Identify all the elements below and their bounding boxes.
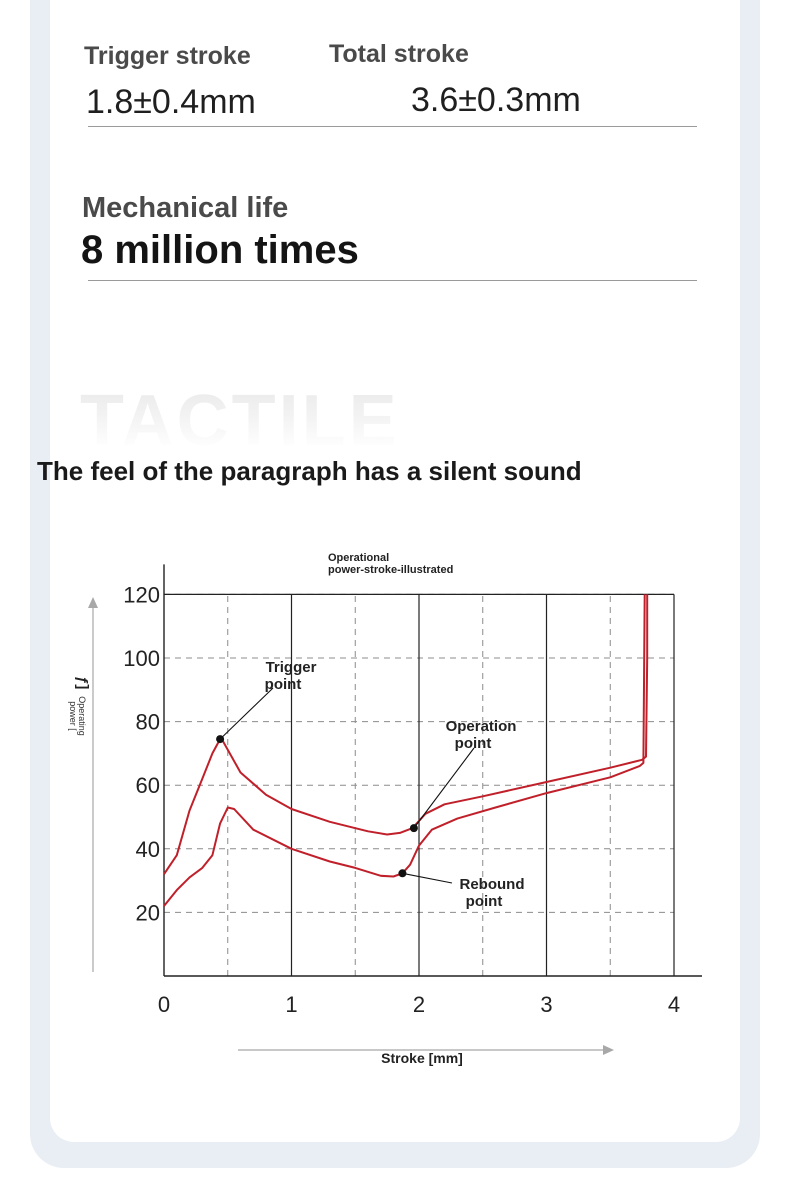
tagline: The feel of the paragraph has a silent sound — [37, 456, 582, 486]
y-label-line1: Operating — [77, 696, 87, 736]
y-tick-label: 120 — [123, 582, 160, 608]
chart-title-line1: Operational — [328, 552, 390, 564]
x-tick-label: 2 — [412, 992, 426, 1017]
annotation-label-line1: Rebound — [459, 876, 525, 893]
annotation-leader-line — [402, 873, 452, 883]
total-stroke-label: Total stroke — [329, 40, 469, 68]
chart-title-line2: power-stroke-illustrated — [328, 564, 454, 576]
annotation-label-line2: point — [264, 676, 302, 693]
annotation-label-line2: point — [465, 893, 503, 910]
grid-layer — [164, 594, 674, 976]
series-layer — [164, 594, 647, 906]
y-tick-label: 20 — [135, 900, 160, 926]
x-tick-label: 4 — [667, 992, 681, 1017]
x-tick-label: 3 — [540, 992, 553, 1017]
press-curve-line — [164, 594, 647, 874]
mechanical-life-label: Mechanical life — [82, 192, 289, 224]
trigger-stroke-label: Trigger stroke — [84, 42, 251, 70]
x-arrow-head-icon — [603, 1045, 614, 1055]
y-tick-label: 100 — [123, 646, 160, 671]
trigger-stroke-value: 1.8±0.4mm — [86, 83, 256, 121]
ticks-layer — [123, 582, 680, 1017]
annotation-point-marker — [410, 824, 418, 832]
y-axis-label — [68, 696, 87, 736]
annotation-label-line2: point — [454, 735, 492, 752]
axes-layer — [164, 564, 702, 976]
release-curve-line — [164, 594, 645, 906]
watermark-text: TACTILE — [80, 381, 400, 461]
y-label-line2: power [ — [68, 701, 78, 731]
annotation-label-line1: Trigger — [265, 659, 317, 676]
annotation-label-line1: Operation — [445, 718, 517, 735]
total-stroke-value: 3.6±0.3mm — [411, 81, 581, 119]
y-tick-label: 40 — [135, 836, 160, 862]
y-label-unit: ƒ] — [74, 676, 91, 690]
x-tick-label: 0 — [157, 992, 171, 1017]
y-arrow-head-icon — [88, 597, 98, 608]
y-tick-label: 80 — [135, 709, 160, 735]
annotation-point-marker — [398, 869, 406, 877]
x-axis-label: Stroke [mm] — [381, 1050, 463, 1066]
y-tick-label: 60 — [135, 773, 160, 799]
x-tick-label: 1 — [285, 992, 298, 1017]
annotation-point-marker — [216, 735, 224, 743]
mechanical-life-value: 8 million times — [81, 228, 359, 272]
